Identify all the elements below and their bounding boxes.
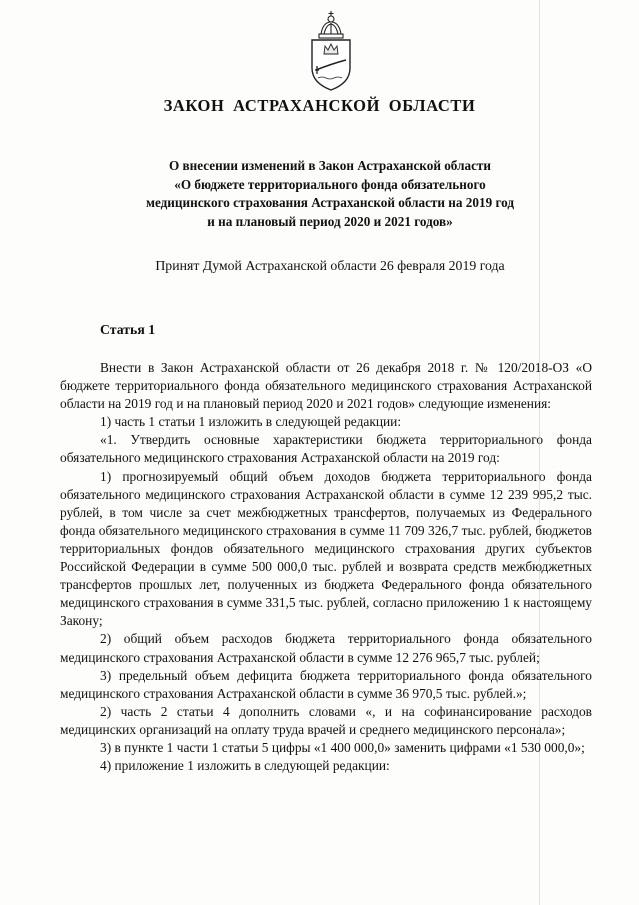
- law-title: ЗАКОН АСТРАХАНСКОЙ ОБЛАСТИ: [163, 96, 476, 115]
- paragraph-quote-start: «1. Утвердить основные характеристики бюджета территориального фонда обязательного медицинского страхования Астраханской области на 2019 год:: [60, 432, 592, 466]
- adoption-note: Принят Думой Астраханской области 26 февраля 2019 года: [155, 258, 505, 273]
- subject-line: «О бюджете территориального фонда обязательного: [174, 176, 486, 192]
- article-heading: Статья 1: [100, 322, 156, 337]
- paragraph-item-2: 2) часть 2 статьи 4 дополнить словами «, и на софинансирование расходов медицинских организаций на оплату труда врачей и среднего медицинского персонала»;: [60, 703, 592, 737]
- article-body: [60, 359, 592, 775]
- paragraph-item-4: 4) приложение 1 изложить в следующей редакции:: [100, 758, 390, 774]
- paragraph-item-3: 3) в пункте 1 части 1 статьи 5 цифры «1 400 000,0» заменить цифрами «1 530 000,0»;: [100, 739, 585, 755]
- law-subject: [60, 157, 600, 231]
- paragraph-deficit: 3) предельный объем дефицита бюджета территориального фонда обязательного медицинского страхования Астраханской области в сумме 36 970,5 тыс. рублей.»;: [60, 667, 592, 701]
- paragraph-revenue: 1) прогнозируемый общий объем доходов бюджета территориального фонда обязательного медицинского страхования Астраханской области в сумме 12 239 995,2 тыс. рублей, в том числе за счет межбюджетных трансфертов, получаемых из Федерального фонда обязательного медицинского страхования в сумме 11 709 326,7 тыс. рублей, бюджетов территориальных фондов обязательного медицинского страхования других субъектов Российской Федерации в сумме 500 000,0 тыс. рублей и возврата средств межбюджетных трансфертов прошлых лет, полученных из бюджета Федерального фонда обязательного медицинского страхования в сумме 331,5 тыс. рублей, согласно приложению 1 к настоящему Закону;: [60, 468, 592, 629]
- paragraph-item-1: 1) часть 1 статьи 1 изложить в следующей редакции:: [100, 414, 402, 430]
- coat-of-arms-icon: [302, 10, 360, 92]
- subject-line: и на плановый период 2020 и 2021 годов»: [207, 213, 453, 229]
- paragraph-intro: Внести в Закон Астраханской области от 26 декабря 2018 г. № 120/2018-ОЗ «О бюджете территориального фонда обязательного медицинского страхования Астраханской области на 2019 год и на плановый период 2020 и 2021 годов» следующие изменения:: [60, 360, 592, 412]
- subject-line: медицинского страхования Астраханской области на 2019 год: [145, 195, 515, 210]
- paragraph-expenses: 2) общий объем расходов бюджета территориального фонда обязательного медицинского страхования Астраханской области в сумме 12 276 965,7 тыс. рублей;: [60, 631, 592, 665]
- subject-line: О внесении изменений в Закон Астраханской области: [169, 158, 491, 173]
